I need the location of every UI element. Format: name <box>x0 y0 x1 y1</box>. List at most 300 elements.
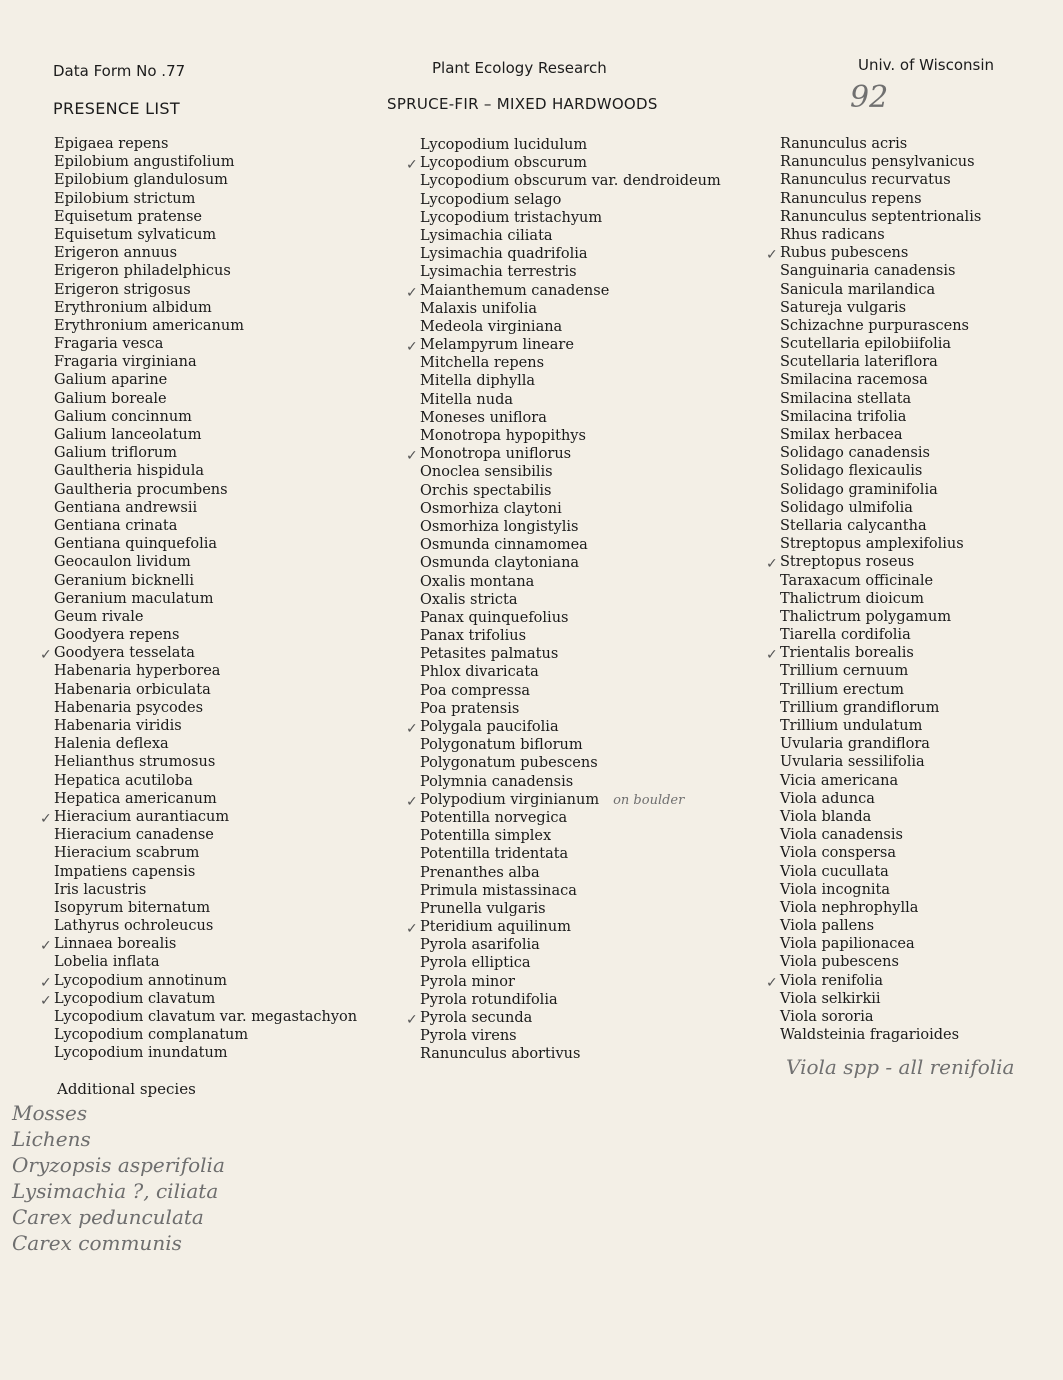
species-item <box>420 591 721 609</box>
species-name: Hepatica acutiloba <box>54 772 193 789</box>
species-name: Viola cucullata <box>780 863 889 880</box>
species-item <box>54 408 357 426</box>
check-mark-icon: ✓ <box>406 921 418 938</box>
species-item <box>766 553 981 573</box>
list-title: PRESENCE LIST <box>53 99 180 118</box>
species-name: Ranunculus acris <box>780 136 908 152</box>
species-name: Thalictrum polygamum <box>780 608 952 625</box>
species-name: Uvularia sessilifolia <box>780 754 925 771</box>
species-name: Ranunculus abortivus <box>420 1046 581 1063</box>
species-name: Pyrola secunda <box>420 1010 533 1026</box>
check-mark-icon: ✓ <box>406 157 418 174</box>
species-name: Smilax herbacea <box>780 427 903 443</box>
species-item <box>406 718 721 737</box>
species-name: Erythronium albidum <box>54 299 212 316</box>
species-item <box>420 845 721 863</box>
species-name: Habenaria viridis <box>54 718 182 734</box>
species-item <box>766 644 981 664</box>
species-item <box>54 135 357 153</box>
species-item <box>780 281 981 299</box>
species-item <box>420 463 721 481</box>
species-item <box>54 1026 357 1044</box>
species-name: Polygala paucifolia <box>420 719 559 735</box>
species-name: Gentiana crinata <box>54 517 178 534</box>
species-item <box>420 936 721 954</box>
species-name: Malaxis unifolia <box>420 300 537 317</box>
species-item <box>420 864 721 882</box>
species-item <box>40 808 357 827</box>
species-name: Sanicula marilandica <box>780 281 936 298</box>
species-item <box>54 535 357 553</box>
species-item <box>780 808 981 826</box>
species-item <box>780 299 981 317</box>
species-name: Lycopodium clavatum <box>54 990 216 1007</box>
species-name: Viola nephrophylla <box>780 899 919 916</box>
species-name: Goodyera tesselata <box>54 645 195 662</box>
species-item <box>780 171 981 189</box>
species-name: Scutellaria epilobiifolia <box>780 336 951 353</box>
species-item <box>54 626 357 644</box>
species-name: Vicia americana <box>780 772 899 789</box>
species-item <box>780 844 981 862</box>
check-mark-icon: ✓ <box>406 793 418 810</box>
species-name: Lycopodium selago <box>420 191 562 208</box>
species-name: Pyrola minor <box>420 973 515 990</box>
species-item <box>780 881 981 899</box>
community-title: SPRUCE-FIR – MIXED HARDWOODS <box>387 95 658 113</box>
viola-note: Viola spp - all renifolia <box>786 1055 1015 1079</box>
species-name: Taraxacum officinale <box>780 572 934 589</box>
species-name: Smilacina trifolia <box>780 408 907 425</box>
species-item <box>780 390 981 408</box>
species-item <box>54 153 357 171</box>
species-name: Tiarella cordifolia <box>780 627 911 644</box>
species-item <box>406 918 721 938</box>
species-name: Mitchella repens <box>420 355 545 372</box>
species-name: Osmunda cinnamomea <box>420 537 588 554</box>
handwritten-species: Mosses <box>12 1101 88 1125</box>
species-name: Geocaulon lividum <box>54 554 191 571</box>
species-item <box>780 335 981 353</box>
species-name: Pyrola elliptica <box>420 955 531 972</box>
species-name: Medeola virginiana <box>420 318 563 335</box>
species-name: Osmorhiza claytoni <box>420 500 562 517</box>
species-item <box>780 772 981 790</box>
species-name: Streptopus amplexifolius <box>780 536 964 553</box>
species-name: Helianthus strumosus <box>54 754 216 771</box>
university: Univ. of Wisconsin <box>858 56 995 74</box>
species-name: Hieracium canadense <box>54 827 214 844</box>
species-item <box>54 462 357 480</box>
species-item <box>54 444 357 462</box>
species-item <box>780 717 981 735</box>
species-name: Ranunculus septentrionalis <box>780 208 982 225</box>
species-item <box>406 154 721 174</box>
species-item <box>54 590 357 608</box>
species-item <box>420 827 721 845</box>
species-item <box>780 317 981 335</box>
species-name: Polymnia canadensis <box>420 773 574 790</box>
check-mark-icon: ✓ <box>40 974 52 991</box>
species-name: Polygonatum pubescens <box>420 755 598 772</box>
species-item <box>420 172 721 190</box>
species-item <box>420 773 721 791</box>
species-name: Maianthemum canadense <box>420 282 610 299</box>
species-item <box>420 391 721 409</box>
species-item <box>780 735 981 753</box>
species-name: Lathyrus ochroleucus <box>54 918 214 935</box>
species-name: Solidago canadensis <box>780 445 930 462</box>
species-item <box>780 208 981 226</box>
species-name: Ranunculus repens <box>780 190 922 207</box>
species-name: Solidago flexicaulis <box>780 463 923 480</box>
species-item <box>780 826 981 844</box>
species-name: Satureja vulgaris <box>780 299 907 316</box>
handwritten-species: Carex communis <box>12 1231 182 1255</box>
form-number: Data Form No .77 <box>53 62 186 80</box>
check-mark-icon: ✓ <box>40 938 52 955</box>
species-item <box>420 627 721 645</box>
species-name: Iris lacustris <box>54 881 147 898</box>
species-item <box>406 445 721 465</box>
species-item <box>54 608 357 626</box>
species-item <box>420 1027 721 1045</box>
species-name: Gentiana andrewsii <box>54 499 198 516</box>
species-name: Lycopodium clavatum var. megastachyon <box>54 1009 358 1025</box>
species-item <box>420 536 721 554</box>
species-name: Thalictrum dioicum <box>780 590 925 607</box>
species-name: Viola renifolia <box>780 972 883 989</box>
species-name: Geranium bicknelli <box>54 572 195 589</box>
species-item <box>54 953 357 971</box>
species-item <box>54 790 357 808</box>
species-item <box>420 554 721 572</box>
organization: Plant Ecology Research <box>432 59 607 77</box>
species-name: Oxalis stricta <box>420 591 518 608</box>
species-name: Viola pallens <box>780 918 875 935</box>
species-name: Potentilla tridentata <box>420 846 569 863</box>
check-mark-icon: ✓ <box>766 974 778 991</box>
species-name: Trillium cernuum <box>780 663 909 680</box>
species-name: Isopyrum biternatum <box>54 899 211 916</box>
species-item <box>780 444 981 462</box>
species-name: Gentiana quinquefolia <box>54 536 218 553</box>
species-item <box>406 1009 721 1028</box>
species-item <box>780 1026 981 1044</box>
species-item <box>420 427 721 445</box>
species-item <box>420 736 721 754</box>
species-item <box>420 227 721 245</box>
species-item <box>780 990 981 1008</box>
species-item <box>420 518 721 536</box>
species-item <box>54 353 357 371</box>
species-item <box>780 371 981 389</box>
check-mark-icon: ✓ <box>40 647 52 664</box>
species-name: Ranunculus pensylvanicus <box>780 154 975 171</box>
species-name: Lycopodium lucidulum <box>420 137 588 153</box>
species-name: Hepatica americanum <box>54 790 217 807</box>
species-column-3 <box>766 135 982 1044</box>
species-item <box>54 281 357 299</box>
species-item <box>780 517 981 535</box>
species-name: Osmorhiza longistylis <box>420 518 579 535</box>
species-name: Melampyrum lineare <box>420 337 574 354</box>
species-item <box>420 409 721 427</box>
species-name: Halenia deflexa <box>54 736 169 753</box>
check-mark-icon: ✓ <box>766 647 778 664</box>
species-item <box>420 900 721 918</box>
species-item <box>54 499 357 517</box>
species-item <box>54 753 357 771</box>
stand-number: 92 <box>850 80 889 115</box>
species-item <box>780 681 981 699</box>
species-name: Potentilla norvegica <box>420 809 568 826</box>
species-item <box>54 863 357 881</box>
species-item <box>780 953 981 971</box>
species-name: Pteridium aquilinum <box>420 919 571 936</box>
species-name: Potentilla simplex <box>420 828 552 845</box>
species-item <box>54 717 357 735</box>
species-name: Prunella vulgaris <box>420 900 546 917</box>
species-name: Pyrola rotundifolia <box>420 991 558 1008</box>
species-item <box>780 135 981 153</box>
species-name: Polypodium virginianum <box>420 791 600 808</box>
species-item <box>420 354 721 372</box>
species-item <box>40 644 357 664</box>
species-item <box>54 735 357 753</box>
species-name: Smilacina racemosa <box>780 372 928 389</box>
species-name: Epilobium strictum <box>54 190 196 207</box>
species-item <box>420 754 721 772</box>
species-name: Viola papilionacea <box>780 936 915 953</box>
species-name: Monotropa uniflorus <box>420 446 572 463</box>
species-column-1 <box>40 135 358 1063</box>
species-item <box>780 462 981 480</box>
species-name: Lysimachia terrestris <box>420 264 577 281</box>
species-name: Epilobium angustifolium <box>54 154 235 171</box>
species-item <box>54 826 357 844</box>
species-item <box>766 972 981 991</box>
species-name: Solidago ulmifolia <box>780 499 913 516</box>
species-item <box>780 572 981 590</box>
species-item <box>420 191 721 209</box>
species-name: Pyrola asarifolia <box>420 937 540 954</box>
species-item <box>780 226 981 244</box>
check-mark-icon: ✓ <box>406 448 418 465</box>
species-item <box>420 573 721 591</box>
species-item <box>40 972 357 991</box>
species-name: Hieracium aurantiacum <box>54 808 230 825</box>
species-name: Viola selkirkii <box>780 990 881 1007</box>
species-item <box>54 390 357 408</box>
species-name: Geranium maculatum <box>54 590 214 607</box>
species-name: Fragaria virginiana <box>54 354 197 371</box>
species-name: Impatiens capensis <box>54 863 196 880</box>
species-item <box>780 1008 981 1026</box>
species-item <box>420 609 721 627</box>
species-name: Uvularia grandiflora <box>780 736 930 753</box>
handwritten-species: Carex pedunculata <box>12 1205 204 1229</box>
species-name: Trientalis borealis <box>780 645 914 662</box>
species-item <box>780 662 981 680</box>
species-name: Erigeron annuus <box>54 245 178 262</box>
species-item <box>54 572 357 590</box>
check-mark-icon: ✓ <box>406 721 418 737</box>
species-name: Lysimachia ciliata <box>420 227 553 244</box>
species-item <box>54 553 357 571</box>
species-name: Galium lanceolatum <box>54 427 202 443</box>
species-item <box>406 282 721 301</box>
check-mark-icon: ✓ <box>40 810 52 827</box>
species-item <box>420 1045 721 1063</box>
species-name: Viola sororia <box>780 1009 874 1025</box>
check-mark-icon: ✓ <box>406 284 418 301</box>
species-name: Osmunda claytoniana <box>420 555 580 572</box>
species-name: Geum rivale <box>54 608 144 625</box>
species-item <box>406 791 721 810</box>
species-item <box>54 1008 357 1026</box>
species-item <box>780 699 981 717</box>
species-item <box>54 426 357 444</box>
species-name: Streptopus roseus <box>780 554 915 571</box>
species-item <box>54 681 357 699</box>
species-name: Erigeron strigosus <box>54 281 191 298</box>
species-item <box>54 317 357 335</box>
species-item <box>54 917 357 935</box>
species-name: Viola adunca <box>780 790 875 807</box>
species-name: Hieracium scabrum <box>54 845 200 862</box>
species-item <box>54 517 357 535</box>
species-item <box>420 663 721 681</box>
species-name: Habenaria hyperborea <box>54 663 221 680</box>
species-item <box>40 990 357 1009</box>
species-name: Solidago graminifolia <box>780 481 938 498</box>
species-item <box>40 935 357 955</box>
species-name: Poa pratensis <box>420 700 520 717</box>
species-name: Poa compressa <box>420 682 531 699</box>
species-name: Lycopodium annotinum <box>54 972 227 989</box>
handwritten-note: on boulder <box>613 792 685 808</box>
species-name: Schizachne purpurascens <box>780 317 969 334</box>
species-name: Lycopodium inundatum <box>54 1045 228 1062</box>
species-item <box>420 809 721 827</box>
species-name: Lycopodium complanatum <box>54 1027 249 1044</box>
species-item <box>54 699 357 717</box>
species-item <box>780 626 981 644</box>
species-name: Oxalis montana <box>420 573 535 590</box>
species-name: Viola pubescens <box>780 954 899 971</box>
species-item <box>780 790 981 808</box>
species-name: Epigaea repens <box>54 136 169 152</box>
species-item <box>780 917 981 935</box>
species-item <box>54 226 357 244</box>
species-name: Mitella nuda <box>420 391 514 408</box>
species-item <box>420 682 721 700</box>
handwritten-species: Lysimachia ?, ciliata <box>12 1179 219 1203</box>
species-name: Galium concinnum <box>54 408 192 425</box>
species-item <box>780 262 981 280</box>
species-name: Primula mistassinaca <box>420 882 577 899</box>
species-name: Ranunculus recurvatus <box>780 172 951 189</box>
species-item <box>780 863 981 881</box>
species-item <box>780 753 981 771</box>
species-item <box>420 263 721 281</box>
species-item <box>54 844 357 862</box>
species-item <box>420 645 721 663</box>
species-item <box>420 882 721 900</box>
species-name: Equisetum sylvaticum <box>54 226 217 243</box>
species-item <box>54 335 357 353</box>
species-name: Erythronium americanum <box>54 317 244 334</box>
species-name: Scutellaria lateriflora <box>780 354 938 371</box>
species-name: Epilobium glandulosum <box>54 172 228 189</box>
species-name: Smilacina stellata <box>780 390 912 407</box>
handwritten-species: Lichens <box>12 1127 91 1151</box>
species-item <box>54 190 357 208</box>
species-item <box>54 262 357 280</box>
species-item <box>420 372 721 390</box>
species-item <box>420 318 721 336</box>
species-item <box>54 662 357 680</box>
species-name: Gaultheria procumbens <box>54 481 228 498</box>
species-item <box>780 408 981 426</box>
species-name: Galium aparine <box>54 372 168 389</box>
species-item <box>420 300 721 318</box>
species-item <box>420 973 721 991</box>
species-item <box>54 881 357 899</box>
species-name: Rubus pubescens <box>780 245 909 262</box>
species-name: Lycopodium tristachyum <box>420 209 603 226</box>
species-item <box>54 244 357 262</box>
species-name: Viola canadensis <box>780 827 903 844</box>
species-item <box>780 608 981 626</box>
species-item <box>420 136 721 154</box>
species-name: Linnaea borealis <box>54 936 177 953</box>
species-name: Galium triflorum <box>54 445 178 462</box>
species-name: Trillium erectum <box>780 681 904 698</box>
species-column-2 <box>406 136 721 1064</box>
species-item <box>780 935 981 953</box>
species-name: Prenanthes alba <box>420 864 540 881</box>
species-item <box>780 481 981 499</box>
species-name: Pyrola virens <box>420 1028 517 1045</box>
check-mark-icon: ✓ <box>766 556 778 573</box>
species-item <box>420 500 721 518</box>
species-name: Gaultheria hispidula <box>54 463 205 480</box>
species-name: Erigeron philadelphicus <box>54 263 231 280</box>
species-item <box>766 244 981 264</box>
species-name: Galium boreale <box>54 390 167 407</box>
species-item <box>54 1044 357 1062</box>
species-item <box>780 590 981 608</box>
species-item <box>54 208 357 226</box>
species-name: Orchis spectabilis <box>420 482 552 499</box>
species-item <box>420 209 721 227</box>
species-name: Stellaria calycantha <box>780 517 927 534</box>
species-name: Rhus radicans <box>780 226 885 243</box>
check-mark-icon: ✓ <box>406 1012 418 1028</box>
species-name: Petasites palmatus <box>420 646 559 663</box>
additional-species-label: Additional species <box>57 1080 196 1098</box>
species-item <box>54 299 357 317</box>
species-name: Trillium grandiflorum <box>780 699 940 716</box>
species-name: Viola blanda <box>780 808 872 825</box>
species-name: Moneses uniflora <box>420 409 547 426</box>
handwritten-species: Oryzopsis asperifolia <box>12 1153 225 1177</box>
check-mark-icon: ✓ <box>406 339 418 356</box>
species-name: Habenaria psycodes <box>54 699 204 716</box>
species-item <box>54 899 357 917</box>
